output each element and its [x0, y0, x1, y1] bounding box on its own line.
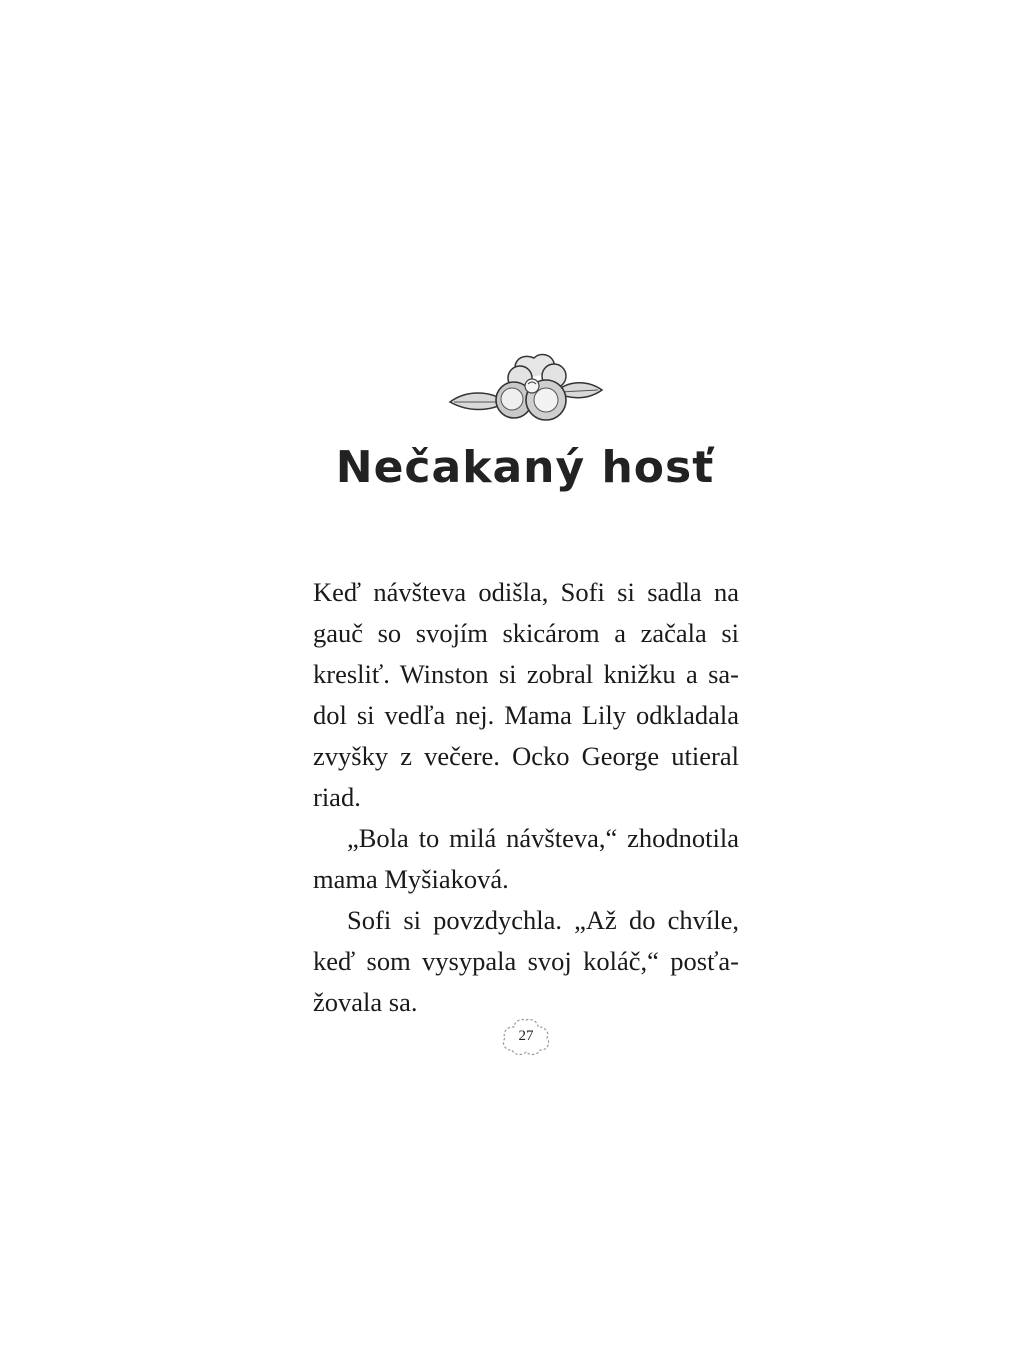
body-text — [313, 572, 739, 1023]
page-number — [500, 1016, 552, 1056]
text-line: riad. — [313, 782, 361, 812]
text-line: gauč so svojím skicárom a začala si — [313, 618, 739, 648]
flower-ornament-icon — [446, 350, 606, 430]
text-line: dol si vedľa nej. Mama Lily odkladala — [313, 700, 739, 730]
text-line: žovala sa. — [313, 987, 418, 1017]
chapter-title: Nečakaný hosť — [335, 442, 715, 493]
text-line: mama Myšiaková. — [313, 864, 509, 894]
text-line: Keď návšteva odišla, Sofi si sadla na — [313, 577, 739, 607]
text-line: Sofi si povzdychla. „Až do chvíle, — [347, 905, 739, 935]
text-line: zvyšky z večere. Ocko George utieral — [313, 741, 739, 771]
page-number-text: 27 — [518, 1028, 534, 1044]
text-line: „Bola to milá návšteva,“ zhodnotila — [347, 823, 739, 853]
text-line: keď som vysypala svoj koláč,“ posťa- — [313, 946, 739, 976]
text-line: kresliť. Winston si zobral knižku a sa- — [313, 659, 739, 689]
